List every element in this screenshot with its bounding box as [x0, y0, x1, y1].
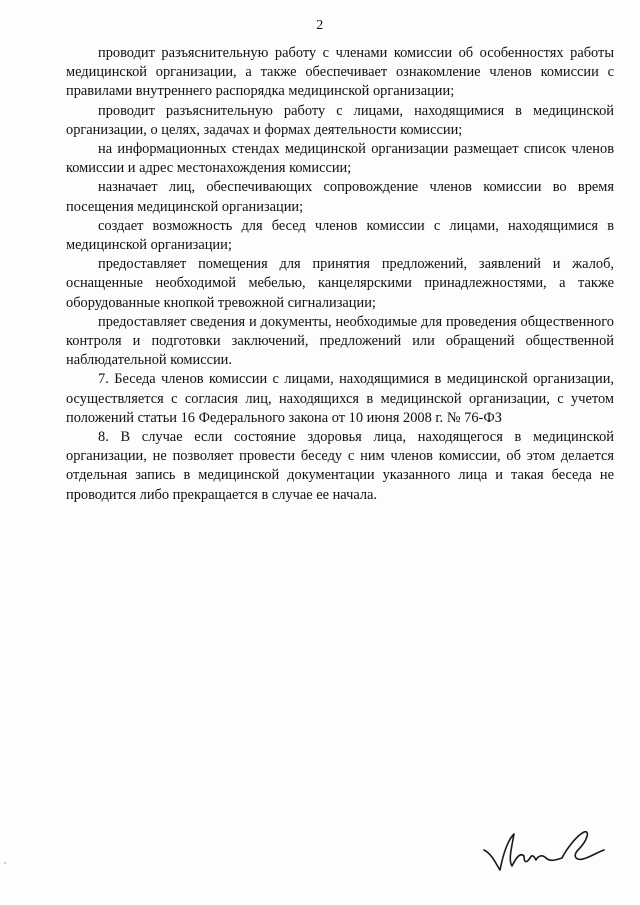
- paragraph-item-7: 7. Беседа членов комиссии с лицами, находящимися в медицинской организации, осуществляется с согласия лиц, находящихся в медицинской организации, с учетом положений статьи 16 Федерального закона от 10 июня 2008 г. № 76-ФЗ: [66, 371, 614, 426]
- paragraph-information-stands: на информационных стендах медицинской организации размещает список членов комиссии и адрес местонахождения комиссии;: [66, 141, 614, 177]
- paragraph-documents: предоставляет сведения и документы, необходимые для проведения общественного контроля и подготовки заключений, предложений или обращений общественной наблюдательной комиссии.: [66, 313, 614, 369]
- paragraph-explanatory-work-members: проводит разъяснительную работу с членами комиссии об особенностях работы медицинской организации, а также обеспечивает ознакомление членов комиссии с правилами внутреннего распорядка медицинской организации;: [66, 45, 614, 100]
- paragraph-item-8: 8. В случае если состояние здоровья лица, находящегося в медицинской организации, не позволяет провести беседу с ним членов комиссии, об этом делается отдельная запись в медицинской документации указанного лица и такая беседа не проводится либо прекращается в случае ее начала.: [66, 429, 614, 503]
- handwritten-signature: [478, 820, 608, 880]
- paragraph-conversations: создает возможность для бесед членов комиссии с лицами, находящимися в медицинской организации;: [66, 217, 614, 254]
- paragraph-explanatory-work-persons: проводит разъяснительную работу с лицами, находящимися в медицинской организации, о целях, задачах и формах деятельности комиссии;: [66, 102, 614, 138]
- paragraph-premises: предоставляет помещения для принятия предложений, заявлений и жалоб, оснащенные необходимой мебелью, канцелярскими принадлежностями, а также оборудованные кнопкой тревожной сигнализации;: [66, 256, 614, 311]
- page-number: 2: [316, 18, 324, 33]
- document-body: [66, 44, 614, 505]
- signature-stroke: [478, 820, 608, 880]
- paragraph-escort-persons: назначает лиц, обеспечивающих сопровождение членов комиссии во время посещения медицинской организации;: [66, 179, 614, 215]
- scan-artifact: [4, 862, 6, 864]
